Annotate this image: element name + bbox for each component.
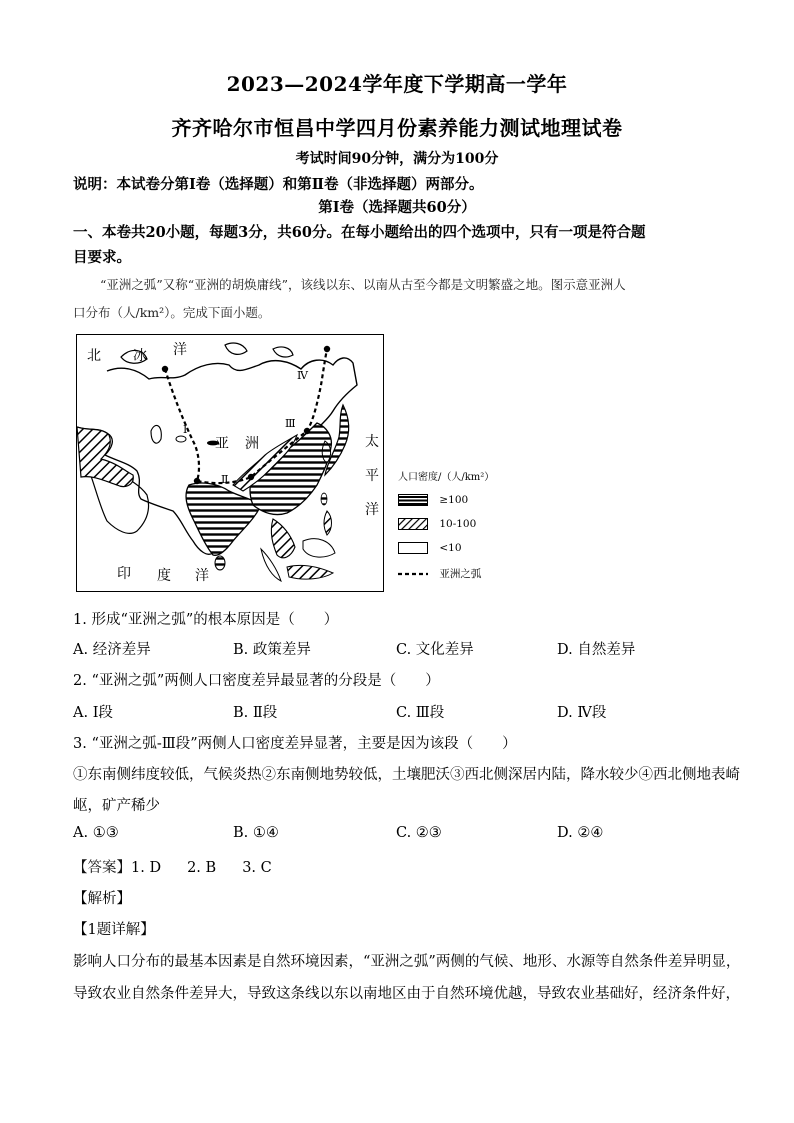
arctic-island-2: [225, 343, 247, 354]
answer-line: [73, 856, 272, 877]
legend-label-mid: 10-100: [439, 518, 477, 530]
map-legend: [398, 468, 528, 588]
answer-3: 3. C: [242, 860, 272, 876]
title-line-1: 2023—2024学年度下学期高一学年: [226, 72, 568, 96]
material-line-1: “亚洲之弧”又称“亚洲的胡焕庸线”，该线以东、以南从古至今都是文明繁盛之地。图示意亚洲人: [100, 277, 626, 292]
arc-point-north: [162, 366, 168, 372]
instructions: 说明：本试卷分第Ⅰ卷（选择题）和第Ⅱ卷（非选择题）两部分。: [73, 176, 484, 193]
map-label-zhou: 洲: [245, 436, 259, 452]
answer-tag: 【答案】: [73, 860, 131, 876]
legend-swatch-high: [398, 494, 428, 506]
material-line-2: 口分布（人/km²）。完成下面小题。: [73, 305, 271, 320]
map-label-bing: 冰: [133, 348, 147, 364]
legend-swatch-arc: [398, 568, 428, 580]
question-2-option-c[interactable]: C. Ⅲ段: [396, 705, 445, 721]
map-label-bei: 北: [87, 348, 101, 364]
map-label-ping: 平: [365, 468, 379, 484]
question-1-option-b[interactable]: B. 政策差异: [233, 642, 311, 658]
map-label-yang-south: 洋: [195, 568, 209, 584]
arc-point-4: [304, 428, 310, 434]
section-instruction-1: 一、本卷共20小题，每题3分，共60分。在每小题给出的四个选项中，只有一项是符合题: [73, 224, 646, 241]
legend-swatch-mid: [398, 518, 428, 530]
map-label-du: 度: [157, 568, 171, 584]
segment-label-3: Ⅲ: [285, 417, 296, 430]
question-2-option-a[interactable]: A. Ⅰ段: [73, 705, 113, 721]
map-label-ya: 亚: [215, 436, 229, 452]
question-3-statements-2: 岖，矿产稀少: [73, 798, 160, 814]
legend-label-low: <10: [439, 542, 462, 554]
question-3-option-d[interactable]: D. ②④: [557, 825, 604, 841]
analysis-line-2: 导致农业自然条件差异大，导致这条线以东以南地区由于自然环境优越，导致农业基础好，经济条件好，: [73, 986, 740, 1002]
analysis-tag: 【解析】: [73, 891, 131, 907]
region-borneo: [303, 539, 335, 557]
question-1-option-a[interactable]: A. 经济差异: [73, 642, 151, 658]
arc-point-2: [194, 478, 200, 484]
region-taiwan: [321, 493, 327, 505]
legend-row-mid: [398, 518, 476, 530]
analysis-q1-tag: 【1题详解】: [73, 922, 155, 938]
section-instruction-2: 目要求。: [73, 249, 131, 266]
arctic-island-3: [273, 347, 293, 357]
exam-time: 考试时间90分钟，满分为100分: [295, 151, 499, 167]
question-3-option-a[interactable]: A. ①③: [73, 825, 119, 841]
question-3-option-c[interactable]: C. ②③: [396, 825, 442, 841]
region-indochina: [271, 519, 295, 558]
segment-label-1: Ⅰ: [183, 423, 188, 436]
legend-swatch-low: [398, 542, 428, 554]
question-2-option-d[interactable]: D. Ⅳ段: [557, 705, 607, 721]
legend-row-arc: [398, 566, 481, 581]
map-label-tai: 太: [365, 434, 379, 450]
question-3-statements-1: ①东南侧纬度较低，气候炎热②东南侧地势较低，土壤肥沃③西北侧深居内陆，降水较少④西北侧地表崎: [73, 767, 740, 783]
region-srilanka: [215, 556, 225, 570]
legend-row-high: [398, 494, 468, 506]
segment-label-4: Ⅳ: [297, 369, 308, 382]
legend-label-arc: 亚洲之弧: [439, 568, 482, 580]
answer-2: 2. B: [187, 860, 217, 876]
legend-label-high: ≥100: [439, 494, 469, 506]
segment-label-2: Ⅱ: [221, 473, 229, 486]
question-3-option-b[interactable]: B. ①④: [233, 825, 279, 841]
asia-population-map: [76, 334, 384, 592]
analysis-line-1: 影响人口分布的最基本因素是自然环境因素，“亚洲之弧”两侧的气候、地形、水源等自然条件差异明显，: [73, 954, 741, 970]
legend-row-low: [398, 542, 462, 554]
legend-title: 人口密度/（人/km²）: [398, 472, 495, 483]
question-1-stem: 1. 形成“亚洲之弧”的根本原因是（ ）: [73, 612, 339, 628]
question-1-option-c[interactable]: C. 文化差异: [396, 642, 474, 658]
region-java: [287, 565, 333, 579]
question-1-option-d[interactable]: D. 自然差异: [557, 642, 636, 658]
aral-lake: [176, 436, 186, 442]
map-label-yang-north: 洋: [173, 342, 187, 358]
region-philippines: [324, 511, 332, 535]
question-2-stem: 2. “亚洲之弧”两侧人口密度差异最显著的分段是（ ）: [73, 673, 440, 689]
caspian-sea: [151, 425, 161, 443]
question-2-option-b[interactable]: B. Ⅱ段: [233, 705, 278, 721]
answer-1: 1. D: [131, 860, 162, 876]
question-3-stem: 3. “亚洲之弧-Ⅲ段”两侧人口密度差异显著，主要是因为该段（ ）: [73, 736, 517, 752]
title-line-2: 齐齐哈尔市恒昌中学四月份素养能力测试地理试卷: [171, 116, 623, 140]
arc-point-3: [248, 474, 254, 480]
part1-heading: 第Ⅰ卷（选择题共60分）: [318, 199, 476, 216]
arc-point-end: [324, 346, 330, 352]
region-middle-east-mid: [77, 427, 133, 487]
map-svg: [77, 335, 383, 591]
map-label-yang-east: 洋: [365, 502, 379, 518]
map-label-yin: 印: [117, 566, 131, 582]
